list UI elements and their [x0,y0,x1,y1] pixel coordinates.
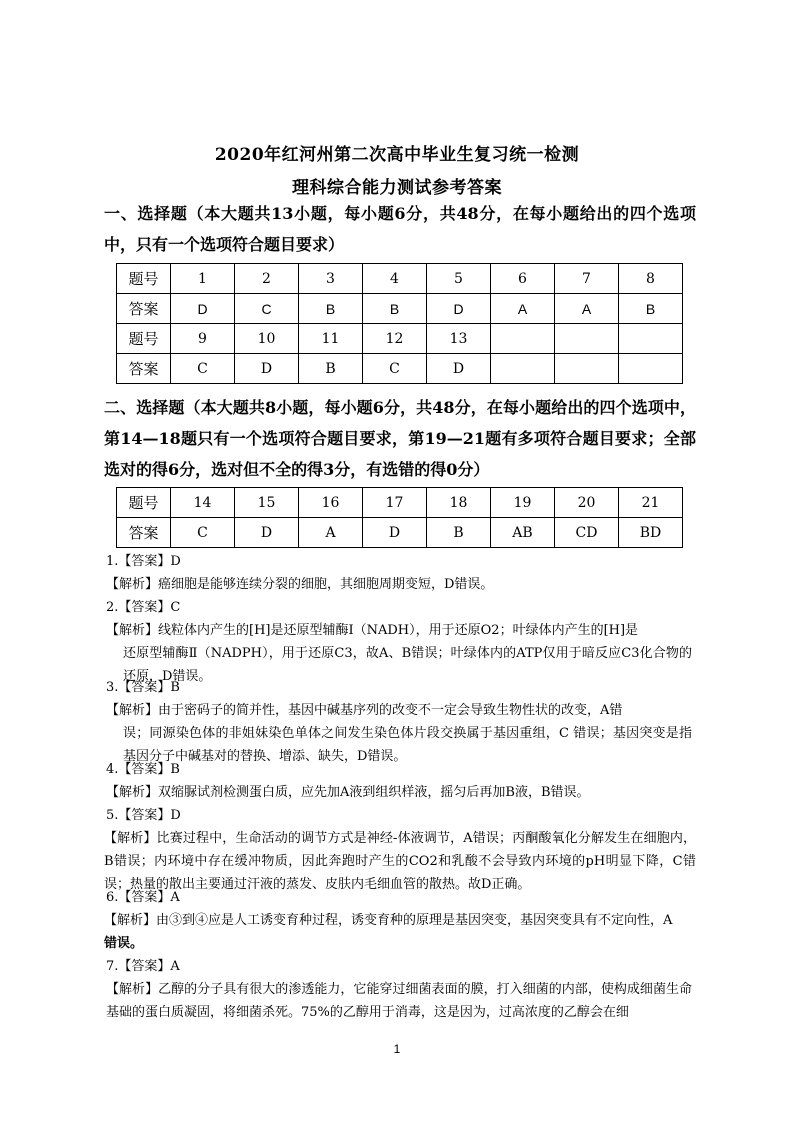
explanation-tail: 错误。 [104,936,144,951]
table-row [117,354,683,384]
explanation [106,699,692,768]
page-title: 2020年红河州第二次高中毕业生复习统一检测 [214,145,580,165]
section-1-answer-table [116,263,683,384]
explanation [106,619,692,688]
answer-cell: A [491,294,555,324]
question-number: 19 [491,488,555,518]
answer-cell: D [235,518,299,548]
table-row [117,518,683,548]
question-number: 1 [171,264,235,294]
answer-label: 4.【答案】B [106,762,180,777]
question-number: 15 [235,488,299,518]
row-label: 答案 [117,354,171,384]
answer-cell: A [555,294,619,324]
question-number: 17 [363,488,427,518]
empty-cell [555,324,619,354]
empty-cell [491,354,555,384]
answer-cell: B [427,518,491,548]
question-number: 2 [235,264,299,294]
empty-cell [491,324,555,354]
answer-label: 2.【答案】C [106,600,181,615]
answer-cell: CD [555,518,619,548]
question-number: 13 [427,324,491,354]
row-label: 题号 [117,488,171,518]
question-number: 3 [299,264,363,294]
section-1-heading: 一、选择题（本大题共13小题，每小题6分，共48分，在每小题给出的四个选项中，只有一个选项符合题目要求） [104,204,696,254]
answer-cell: D [427,294,491,324]
explanation-line: 【解析】由于密码子的简并性，基因中碱基序列的改变不一定会导致生物性状的改变，A错 [106,703,623,718]
answer-label: 3.【答案】B [106,680,180,695]
answer-cell: AB [491,518,555,548]
question-number: 20 [555,488,619,518]
answer-label: 7.【答案】A [106,959,180,974]
table-row [117,324,683,354]
row-label: 题号 [117,264,171,294]
question-number: 16 [299,488,363,518]
answer-cell: C [363,354,427,384]
explanation-line: 误；同源染色体的非姐妹染色单体之间发生染色体片段交换属于基因重组，C 错误；基因突变是指基因分子中碱基对的替换、增添、缺失，D错误。 [123,726,692,764]
empty-cell [555,354,619,384]
question-number: 4 [363,264,427,294]
answer-cell: C [235,294,299,324]
page-number: 1 [393,1042,401,1056]
question-number: 14 [171,488,235,518]
explanation-line: 还原型辅酶Ⅱ（NADPH），用于还原C3，故A、B错误；叶绿体内的ATP仅用于暗反应C3化合物的还原，D错误。 [123,646,692,684]
explanation-line: 【解析】由③到④应是人工诱变育种过程，诱变育种的原理是基因突变，基因突变具有不定向性，A [104,913,673,928]
question-number: 18 [427,488,491,518]
answer-cell: B [619,294,683,324]
answer-cell: A [299,518,363,548]
question-number: 21 [619,488,683,518]
answer-cell: D [427,354,491,384]
answer-cell: D [235,354,299,384]
question-number: 9 [171,324,235,354]
row-label: 答案 [117,518,171,548]
answer-cell: B [363,294,427,324]
answer-cell: D [363,518,427,548]
explanation: 【解析】乙醇的分子具有很大的渗透能力，它能穿过细菌表面的膜，打入细菌的内部，使构成细菌生命基础的蛋白质凝固，将细菌杀死。75%的乙醇用于消毒，这是因为，过高浓度的乙醇会在细 [106,982,692,1020]
answer-label: 5.【答案】D [106,808,181,823]
answer-cell: C [171,518,235,548]
table-row [117,488,683,518]
table-row [117,294,683,324]
page-subtitle: 理科综合能力测试参考答案 [292,178,502,198]
section-2-heading: 二、选择题（本大题共8小题，每小题6分，共48分，在每小题给出的四个选项中，第14—18题只有一个选项符合题目要求，第19—21题有多项符合题目要求；全部选对的得6分，选对但不全的得3分，有选错的得0分） [104,398,696,479]
question-number: 7 [555,264,619,294]
empty-cell [619,324,683,354]
row-label: 答案 [117,294,171,324]
explanation: 【解析】癌细胞是能够连续分裂的细胞，其细胞周期变短，D错误。 [106,577,494,592]
table-row [117,264,683,294]
empty-cell [619,354,683,384]
question-number: 6 [491,264,555,294]
answer-label: 6.【答案】A [106,890,180,905]
answer-cell: B [299,294,363,324]
answer-label: 1.【答案】D [106,554,181,569]
answer-cell: BD [619,518,683,548]
question-number: 10 [235,324,299,354]
explanation: 【解析】双缩脲试剂检测蛋白质，应先加A液到组织样液，摇匀后再加B液，B错误。 [106,785,590,800]
row-label: 题号 [117,324,171,354]
explanation: 【解析】比赛过程中，生命活动的调节方式是神经-体液调节，A错误；丙酮酸氧化分解发生在细胞内，B错误；内环境中存在缓冲物质，因此奔跑时产生的CO2和乳酸不会导致内环境的pH明显下降，C错误；热量的散出主要通过汗液的蒸发、皮肤内毛细血管的散热。故D正确。 [104,831,696,892]
section-2-answer-table [116,487,683,548]
answer-cell: D [171,294,235,324]
answer-cell: C [171,354,235,384]
question-number: 12 [363,324,427,354]
explanation [104,909,696,955]
question-number: 11 [299,324,363,354]
answer-cell: B [299,354,363,384]
explanation-line: 【解析】线粒体内产生的[H]是还原型辅酶Ⅰ（NADH），用于还原O2；叶绿体内产生的[H]是 [106,623,639,638]
question-number: 5 [427,264,491,294]
question-number: 8 [619,264,683,294]
